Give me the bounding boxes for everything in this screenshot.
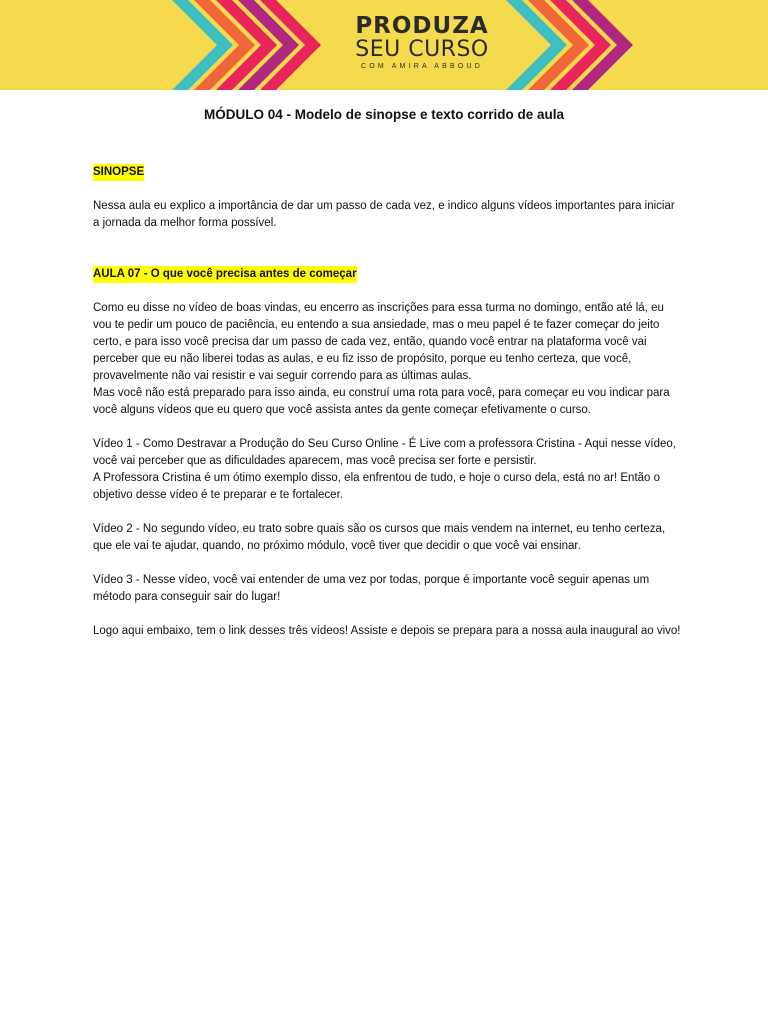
logo-seu-curso: SEU CURSO (355, 37, 489, 62)
synopsis-heading: SINOPSE (93, 164, 144, 181)
lesson-heading: AULA 07 - O que você precisa antes de começar (93, 266, 357, 283)
video-2-description: Vídeo 2 - No segundo vídeo, eu trato sobre quais são os cursos que mais vendem na internet, eu tenho certeza, que ele vai te ajudar, quando, no próximo módulo, você tiver que decidir o que você vai ensinar. (93, 523, 666, 552)
video-1-description: Vídeo 1 - Como Destravar a Produção do Seu Curso Online - É Live com a professora Cristina - Aqui nesse vídeo, você vai perceber que as dificuldades aparecem, mas você precisa ser forte e persistir. (93, 438, 676, 467)
video-3-description: Vídeo 3 - Nesse vídeo, você vai entender de uma vez por todas, porque é importante você seguir apenas um método para conseguir sair do lugar! (93, 574, 650, 603)
document-title: MÓDULO 04 - Modelo de sinopse e texto corrido de aula (203, 107, 565, 122)
logo-produza: PRODUZA (355, 13, 489, 39)
right-chevrons (506, 0, 633, 90)
brand-logo (352, 14, 492, 72)
closing-paragraph: Logo aqui embaixo, tem o link desses três vídeos! Assiste e depois se prepara para a nossa aula inaugural ao vivo! (93, 625, 681, 637)
lesson-paragraph-1: Como eu disse no vídeo de boas vindas, eu encerro as inscrições para essa turma no domingo, então até lá, eu vou te pedir um pouco de paciência, eu entendo a sua ansiedade, mas o meu papel é te fazer começar do jeito certo, e para isso você precisa dar um passo de cada vez, então, quando você entrar na plataforma você vai perceber que eu não liberei todas as aulas, e eu fiz isso de propósito, porque eu tenho certeza, que você, provavelmente não vai resistir e vai seguir correndo para as últimas aulas. (93, 302, 664, 382)
logo-tagline: COM AMIRA ABBOUD (361, 63, 483, 70)
video-1-followup: A Professora Cristina é um ótimo exemplo disso, ela enfrentou de tudo, e hoje o curso dela, está no ar! Então o objetivo desse vídeo é te preparar e te fortalecer. (93, 472, 661, 501)
header-banner (0, 0, 768, 90)
synopsis-text: Nessa aula eu explico a importância de dar um passo de cada vez, e indico alguns vídeos importantes para iniciar a jornada da melhor forma possível. (93, 200, 675, 229)
left-chevrons (172, 0, 321, 90)
lesson-paragraph-2: Mas você não está preparado para isso ainda, eu construí uma rota para você, para começar eu vou indicar para você alguns vídeos que eu quero que você assista antes da gente começar efetivamente o curso. (93, 387, 670, 416)
document-body (93, 164, 683, 640)
